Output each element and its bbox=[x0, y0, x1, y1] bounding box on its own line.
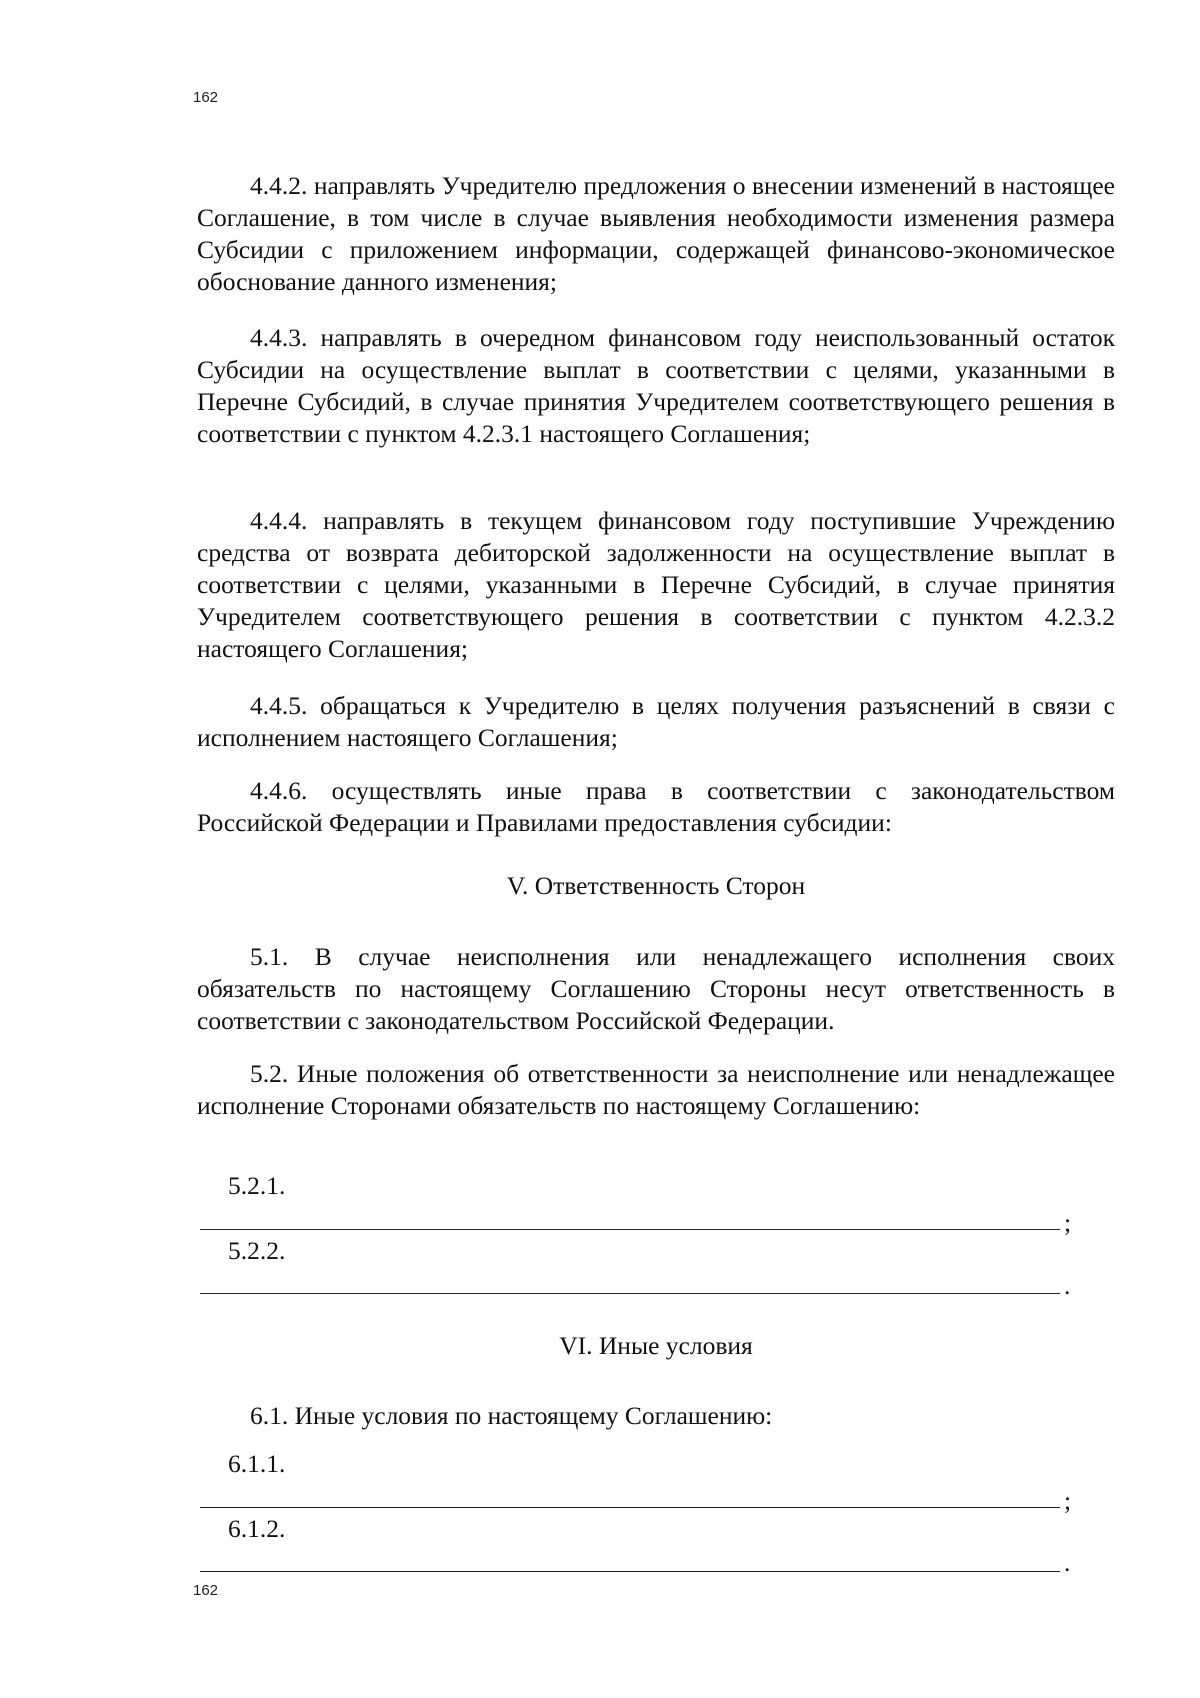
item-5-2-1-end-mark: ; bbox=[1064, 1208, 1072, 1237]
page-number-bottom: 162 bbox=[193, 1582, 219, 1599]
item-6-1-1-end-mark: ; bbox=[1064, 1486, 1072, 1515]
item-6-1-1-blank-line bbox=[200, 1507, 1060, 1508]
item-6-1-2-blank-line bbox=[200, 1571, 1060, 1572]
paragraph-4-4-4: 4.4.4. направлять в текущем финансовом году поступившие Учреждению средства от возврата дебиторской задолженности на осуществление выплат в соответствии с целями, указанными в Перечне Субсидий, в случае принятия Учредителем соответствующего решения в соответствии с пунктом 4.2.3.2 настоящего Соглашения; bbox=[197, 506, 1115, 663]
item-5-2-1-label: 5.2.1. bbox=[228, 1171, 286, 1200]
page-number-top: 162 bbox=[193, 89, 219, 106]
section-6-heading: VI. Иные условия bbox=[559, 1331, 753, 1360]
item-5-2-2-label: 5.2.2. bbox=[228, 1236, 286, 1265]
paragraph-6-1: 6.1. Иные условия по настоящему Соглашению: bbox=[250, 1401, 773, 1430]
paragraph-4-4-5: 4.4.5. обращаться к Учредителю в целях получения разъяснений в связи с исполнением настоящего Соглашения; bbox=[197, 691, 1115, 752]
paragraph-4-4-2: 4.4.2. направлять Учредителю предложения о внесении изменений в настоящее Соглашение, в том числе в случае выявления необходимости изменения размера Субсидии с приложением информации, содержащей финансово-экономическое обоснование данного изменения; bbox=[197, 171, 1115, 296]
paragraph-5-1: 5.1. В случае неисполнения или ненадлежащего исполнения своих обязательств по настоящему Соглашению Стороны несут ответственность в соответствии с законодательством Российской Федерации. bbox=[197, 942, 1115, 1035]
item-5-2-1-blank-line bbox=[200, 1229, 1060, 1230]
paragraph-4-4-6: 4.4.6. осуществлять иные права в соответствии с законодательством Российской Федерации и Правилами предоставления субсидии: bbox=[197, 776, 1115, 837]
item-5-2-2-end-mark: . bbox=[1064, 1271, 1071, 1300]
section-5-heading: V. Ответственность Сторон bbox=[506, 871, 806, 900]
item-6-1-1-label: 6.1.1. bbox=[228, 1449, 286, 1478]
paragraph-4-4-3: 4.4.3. направлять в очередном финансовом году неиспользованный остаток Субсидии на осуществление выплат в соответствии с целями, указанными в Перечне Субсидий, в случае принятия Учредителем соответствующего решения в соответствии с пунктом 4.2.3.1 настоящего Соглашения; bbox=[197, 323, 1115, 448]
item-6-1-2-label: 6.1.2. bbox=[228, 1514, 286, 1543]
item-5-2-2-blank-line bbox=[200, 1293, 1060, 1294]
item-6-1-2-end-mark: . bbox=[1064, 1548, 1071, 1577]
paragraph-5-2: 5.2. Иные положения об ответственности за неисполнение или ненадлежащее исполнение Сторонами обязательств по настоящему Соглашению: bbox=[197, 1059, 1115, 1120]
